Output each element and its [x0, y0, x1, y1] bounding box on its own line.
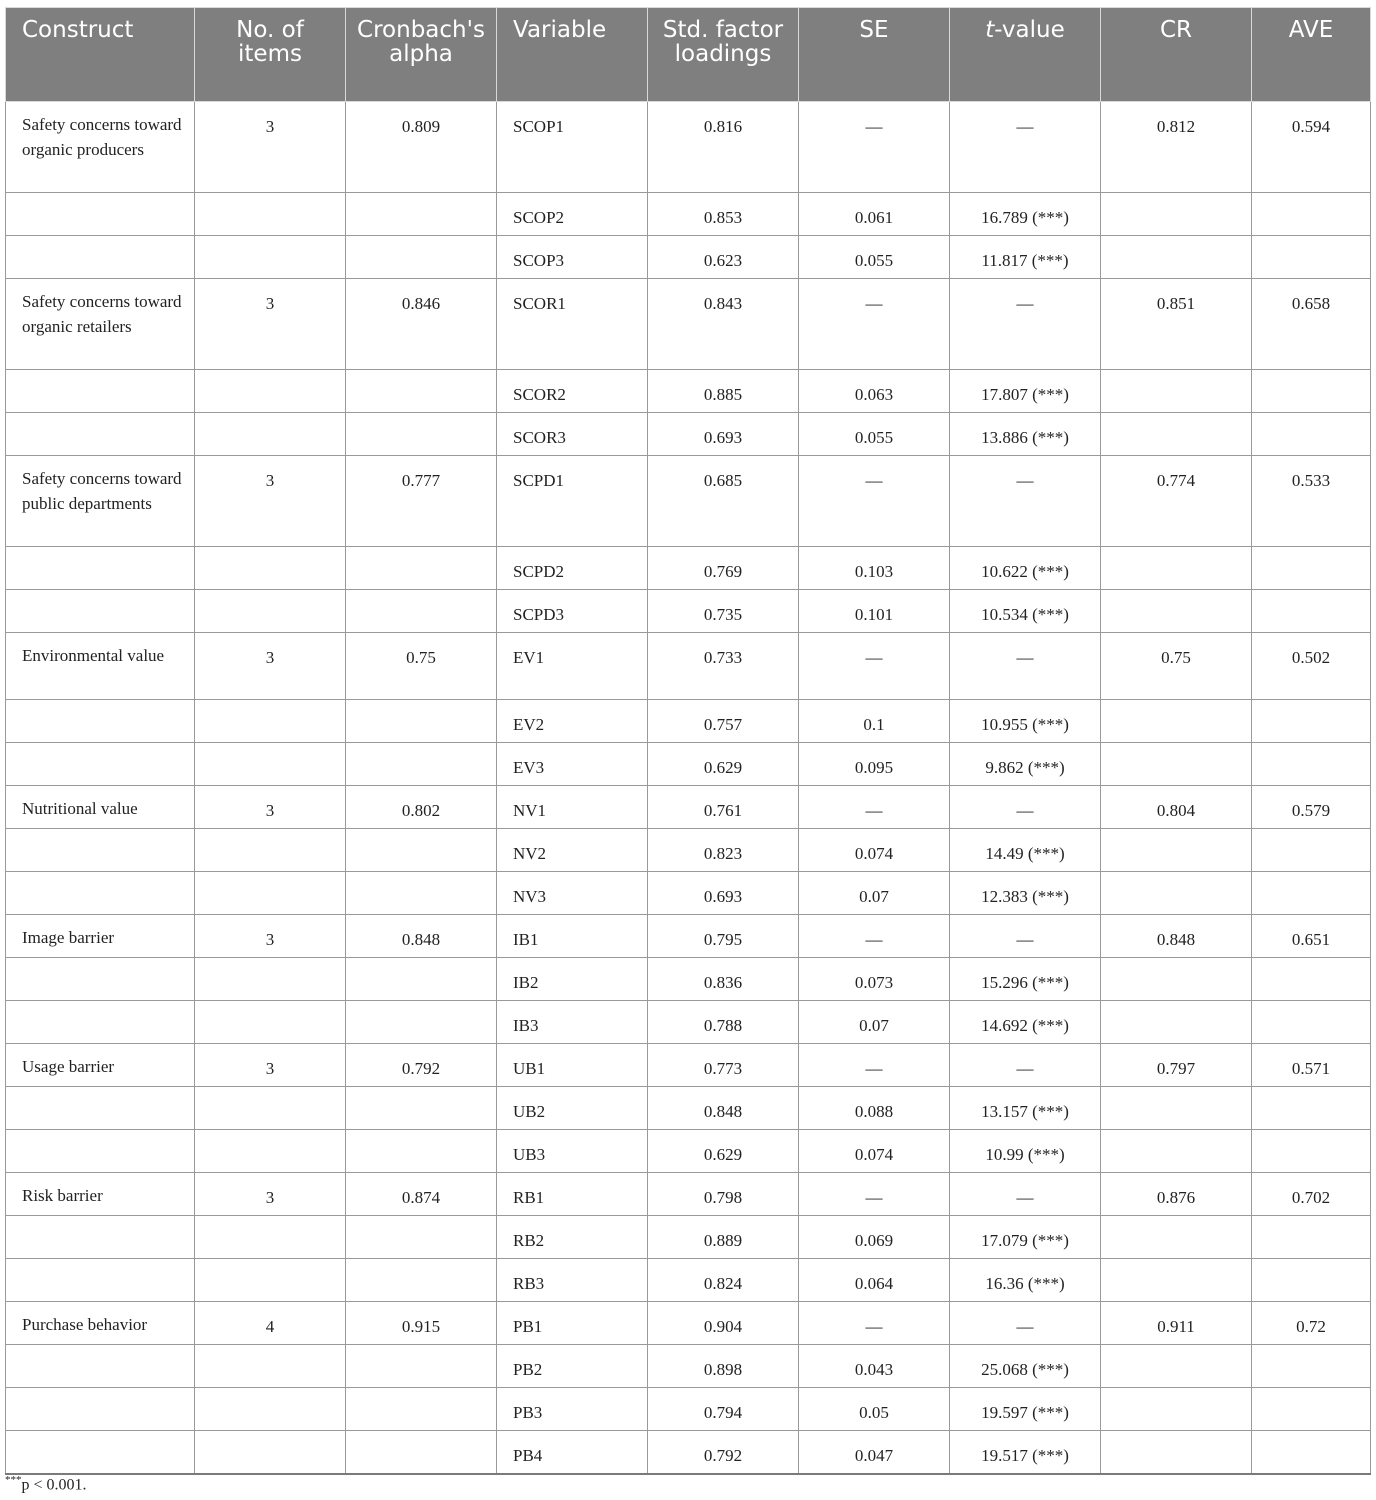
standard-error: 0.1: [799, 700, 950, 743]
empty-cell: [1101, 193, 1252, 236]
t-value: 25.068 (***): [950, 1345, 1101, 1388]
empty-cell: [6, 1130, 195, 1173]
empty-cell: [1252, 590, 1371, 633]
table-row: [6, 102, 1371, 193]
standard-error: —: [799, 456, 950, 547]
standard-error: —: [799, 786, 950, 829]
variable-name: UB2: [497, 1087, 648, 1130]
factor-loading: 0.885: [648, 370, 799, 413]
composite-reliability: 0.812: [1101, 102, 1252, 193]
empty-cell: [1252, 236, 1371, 279]
variable-name: SCOR3: [497, 413, 648, 456]
header-row: [6, 8, 1371, 102]
factor-loading: 0.629: [648, 1130, 799, 1173]
standard-error: 0.073: [799, 958, 950, 1001]
empty-cell: [6, 1345, 195, 1388]
standard-error: 0.07: [799, 872, 950, 915]
standard-error: 0.07: [799, 1001, 950, 1044]
standard-error: 0.064: [799, 1259, 950, 1302]
header-variable: Variable: [497, 8, 648, 102]
empty-cell: [6, 1431, 195, 1474]
factor-loading: 0.733: [648, 633, 799, 700]
empty-cell: [1101, 700, 1252, 743]
variable-name: SCPD1: [497, 456, 648, 547]
empty-cell: [1101, 1216, 1252, 1259]
factor-loading: 0.757: [648, 700, 799, 743]
factor-loading: 0.898: [648, 1345, 799, 1388]
header-cr: CR: [1101, 8, 1252, 102]
factor-loading: 0.853: [648, 193, 799, 236]
empty-cell: [1252, 1001, 1371, 1044]
standard-error: 0.047: [799, 1431, 950, 1474]
standard-error: 0.101: [799, 590, 950, 633]
empty-cell: [1252, 1130, 1371, 1173]
factor-loading: 0.848: [648, 1087, 799, 1130]
t-value: 10.99 (***): [950, 1130, 1101, 1173]
factor-loading: 0.773: [648, 1044, 799, 1087]
standard-error: —: [799, 633, 950, 700]
t-value: 10.955 (***): [950, 700, 1101, 743]
factor-loading: 0.735: [648, 590, 799, 633]
t-value: —: [950, 1044, 1101, 1087]
t-value: 13.886 (***): [950, 413, 1101, 456]
table-row: [6, 1130, 1371, 1173]
empty-cell: [346, 413, 497, 456]
empty-cell: [1252, 700, 1371, 743]
factor-loading: 0.693: [648, 872, 799, 915]
factor-loading: 0.816: [648, 102, 799, 193]
items-count: 3: [195, 915, 346, 958]
table-row: [6, 700, 1371, 743]
empty-cell: [1101, 1259, 1252, 1302]
table-row: [6, 1431, 1371, 1474]
empty-cell: [6, 1001, 195, 1044]
items-count: 4: [195, 1302, 346, 1345]
t-value: 19.597 (***): [950, 1388, 1101, 1431]
empty-cell: [1252, 829, 1371, 872]
empty-cell: [6, 193, 195, 236]
table-body: [6, 102, 1371, 1474]
t-value: 13.157 (***): [950, 1087, 1101, 1130]
table-row: [6, 1001, 1371, 1044]
t-value: 19.517 (***): [950, 1431, 1101, 1474]
empty-cell: [195, 193, 346, 236]
empty-cell: [1252, 1431, 1371, 1474]
footnote-marker: ***: [5, 1474, 22, 1486]
table-row: [6, 1388, 1371, 1431]
header-loadings: Std. factor loadings: [648, 8, 799, 102]
average-variance-extracted: 0.579: [1252, 786, 1371, 829]
table-row: [6, 958, 1371, 1001]
construct-name: Image barrier: [6, 915, 195, 958]
construct-name: Usage barrier: [6, 1044, 195, 1087]
empty-cell: [346, 700, 497, 743]
composite-reliability: 0.911: [1101, 1302, 1252, 1345]
construct-name: Safety concerns toward public departments: [6, 456, 195, 547]
factor-loading: 0.693: [648, 413, 799, 456]
t-value: —: [950, 1302, 1101, 1345]
empty-cell: [195, 413, 346, 456]
cfa-table: [5, 7, 1371, 1475]
items-count: 3: [195, 456, 346, 547]
empty-cell: [1101, 1345, 1252, 1388]
empty-cell: [6, 872, 195, 915]
variable-name: NV1: [497, 786, 648, 829]
standard-error: —: [799, 279, 950, 370]
factor-loading: 0.623: [648, 236, 799, 279]
factor-loading: 0.795: [648, 915, 799, 958]
empty-cell: [1101, 1431, 1252, 1474]
construct-name: Risk barrier: [6, 1173, 195, 1216]
empty-cell: [1252, 1388, 1371, 1431]
cronbach-alpha: 0.809: [346, 102, 497, 193]
empty-cell: [346, 1259, 497, 1302]
table-row: [6, 633, 1371, 700]
standard-error: —: [799, 1302, 950, 1345]
variable-name: EV1: [497, 633, 648, 700]
variable-name: EV2: [497, 700, 648, 743]
standard-error: 0.061: [799, 193, 950, 236]
variable-name: IB2: [497, 958, 648, 1001]
t-value: 10.622 (***): [950, 547, 1101, 590]
variable-name: PB1: [497, 1302, 648, 1345]
items-count: 3: [195, 279, 346, 370]
factor-loading: 0.823: [648, 829, 799, 872]
factor-loading: 0.824: [648, 1259, 799, 1302]
empty-cell: [195, 1431, 346, 1474]
empty-cell: [1101, 547, 1252, 590]
factor-loading: 0.685: [648, 456, 799, 547]
empty-cell: [1252, 370, 1371, 413]
variable-name: SCOR2: [497, 370, 648, 413]
empty-cell: [195, 958, 346, 1001]
standard-error: —: [799, 102, 950, 193]
empty-cell: [195, 743, 346, 786]
items-count: 3: [195, 102, 346, 193]
composite-reliability: 0.804: [1101, 786, 1252, 829]
average-variance-extracted: 0.502: [1252, 633, 1371, 700]
variable-name: IB3: [497, 1001, 648, 1044]
empty-cell: [1101, 829, 1252, 872]
empty-cell: [6, 1216, 195, 1259]
standard-error: 0.074: [799, 829, 950, 872]
t-value: —: [950, 786, 1101, 829]
empty-cell: [195, 1259, 346, 1302]
factor-loading: 0.769: [648, 547, 799, 590]
header-construct: Construct: [6, 8, 195, 102]
t-value: 17.807 (***): [950, 370, 1101, 413]
standard-error: 0.055: [799, 413, 950, 456]
cronbach-alpha: 0.75: [346, 633, 497, 700]
empty-cell: [1101, 958, 1252, 1001]
composite-reliability: 0.848: [1101, 915, 1252, 958]
empty-cell: [346, 1345, 497, 1388]
empty-cell: [6, 1259, 195, 1302]
variable-name: IB1: [497, 915, 648, 958]
factor-loading: 0.788: [648, 1001, 799, 1044]
table-row: [6, 590, 1371, 633]
header-t-italic: t: [985, 17, 995, 43]
average-variance-extracted: 0.533: [1252, 456, 1371, 547]
empty-cell: [346, 1130, 497, 1173]
variable-name: PB3: [497, 1388, 648, 1431]
standard-error: 0.069: [799, 1216, 950, 1259]
cronbach-alpha: 0.874: [346, 1173, 497, 1216]
average-variance-extracted: 0.571: [1252, 1044, 1371, 1087]
table-row: [6, 547, 1371, 590]
empty-cell: [1101, 1388, 1252, 1431]
empty-cell: [346, 193, 497, 236]
factor-loading: 0.798: [648, 1173, 799, 1216]
empty-cell: [346, 1001, 497, 1044]
empty-cell: [346, 1388, 497, 1431]
t-value: 16.789 (***): [950, 193, 1101, 236]
footnote: [5, 1474, 87, 1494]
standard-error: —: [799, 1173, 950, 1216]
composite-reliability: 0.75: [1101, 633, 1252, 700]
header-t-value: [950, 8, 1101, 102]
standard-error: 0.095: [799, 743, 950, 786]
variable-name: NV3: [497, 872, 648, 915]
empty-cell: [1252, 413, 1371, 456]
items-count: 3: [195, 786, 346, 829]
t-value: —: [950, 456, 1101, 547]
empty-cell: [6, 413, 195, 456]
cronbach-alpha: 0.777: [346, 456, 497, 547]
composite-reliability: 0.797: [1101, 1044, 1252, 1087]
table-row: [6, 370, 1371, 413]
variable-name: SCOP1: [497, 102, 648, 193]
standard-error: 0.05: [799, 1388, 950, 1431]
cronbach-alpha: 0.792: [346, 1044, 497, 1087]
empty-cell: [6, 590, 195, 633]
average-variance-extracted: 0.658: [1252, 279, 1371, 370]
composite-reliability: 0.774: [1101, 456, 1252, 547]
table-row: [6, 1216, 1371, 1259]
construct-name: Nutritional value: [6, 786, 195, 829]
table-row: [6, 786, 1371, 829]
empty-cell: [1252, 547, 1371, 590]
table-row: [6, 193, 1371, 236]
cronbach-alpha: 0.802: [346, 786, 497, 829]
empty-cell: [195, 590, 346, 633]
variable-name: UB1: [497, 1044, 648, 1087]
cronbach-alpha: 0.915: [346, 1302, 497, 1345]
cronbach-alpha: 0.848: [346, 915, 497, 958]
table-row: [6, 456, 1371, 547]
table-row: [6, 236, 1371, 279]
t-value: 9.862 (***): [950, 743, 1101, 786]
empty-cell: [6, 958, 195, 1001]
standard-error: 0.074: [799, 1130, 950, 1173]
t-value: 16.36 (***): [950, 1259, 1101, 1302]
empty-cell: [195, 1345, 346, 1388]
average-variance-extracted: 0.72: [1252, 1302, 1371, 1345]
empty-cell: [1101, 413, 1252, 456]
empty-cell: [1252, 1216, 1371, 1259]
variable-name: SCPD3: [497, 590, 648, 633]
factor-loading: 0.629: [648, 743, 799, 786]
t-value: —: [950, 279, 1101, 370]
t-value: 14.692 (***): [950, 1001, 1101, 1044]
variable-name: SCOR1: [497, 279, 648, 370]
table-row: [6, 743, 1371, 786]
empty-cell: [6, 700, 195, 743]
empty-cell: [346, 743, 497, 786]
header-se: SE: [799, 8, 950, 102]
empty-cell: [6, 370, 195, 413]
table-row: [6, 1087, 1371, 1130]
header-alpha: Cronbach's alpha: [346, 8, 497, 102]
items-count: 3: [195, 633, 346, 700]
empty-cell: [6, 829, 195, 872]
empty-cell: [195, 547, 346, 590]
variable-name: SCOP3: [497, 236, 648, 279]
factor-loading: 0.889: [648, 1216, 799, 1259]
empty-cell: [1252, 743, 1371, 786]
variable-name: EV3: [497, 743, 648, 786]
empty-cell: [346, 872, 497, 915]
t-value: 11.817 (***): [950, 236, 1101, 279]
variable-name: RB2: [497, 1216, 648, 1259]
empty-cell: [195, 829, 346, 872]
t-value: 14.49 (***): [950, 829, 1101, 872]
table-row: [6, 829, 1371, 872]
empty-cell: [6, 743, 195, 786]
table-row: [6, 1302, 1371, 1345]
variable-name: SCPD2: [497, 547, 648, 590]
empty-cell: [346, 370, 497, 413]
empty-cell: [346, 829, 497, 872]
t-value: 12.383 (***): [950, 872, 1101, 915]
empty-cell: [346, 236, 497, 279]
factor-loading: 0.904: [648, 1302, 799, 1345]
variable-name: RB3: [497, 1259, 648, 1302]
t-value: —: [950, 1173, 1101, 1216]
empty-cell: [1101, 1130, 1252, 1173]
empty-cell: [1101, 590, 1252, 633]
empty-cell: [6, 547, 195, 590]
header-ave: AVE: [1252, 8, 1371, 102]
table-row: [6, 915, 1371, 958]
average-variance-extracted: 0.702: [1252, 1173, 1371, 1216]
empty-cell: [6, 1388, 195, 1431]
items-count: 3: [195, 1044, 346, 1087]
empty-cell: [195, 1388, 346, 1431]
t-value: 10.534 (***): [950, 590, 1101, 633]
cronbach-alpha: 0.846: [346, 279, 497, 370]
empty-cell: [346, 1087, 497, 1130]
t-value: —: [950, 915, 1101, 958]
standard-error: 0.055: [799, 236, 950, 279]
variable-name: PB4: [497, 1431, 648, 1474]
table-row: [6, 872, 1371, 915]
footnote-text: p < 0.001.: [21, 1476, 87, 1494]
table-row: [6, 279, 1371, 370]
header-t-rest: -value: [994, 17, 1065, 43]
t-value: —: [950, 102, 1101, 193]
table-row: [6, 1345, 1371, 1388]
composite-reliability: 0.851: [1101, 279, 1252, 370]
variable-name: SCOP2: [497, 193, 648, 236]
empty-cell: [346, 1216, 497, 1259]
empty-cell: [346, 958, 497, 1001]
empty-cell: [195, 1216, 346, 1259]
standard-error: 0.043: [799, 1345, 950, 1388]
empty-cell: [1252, 958, 1371, 1001]
header-items: No. of items: [195, 8, 346, 102]
standard-error: 0.103: [799, 547, 950, 590]
variable-name: RB1: [497, 1173, 648, 1216]
t-value: 15.296 (***): [950, 958, 1101, 1001]
factor-loading: 0.792: [648, 1431, 799, 1474]
empty-cell: [195, 700, 346, 743]
construct-name: Purchase behavior: [6, 1302, 195, 1345]
empty-cell: [1101, 872, 1252, 915]
table-row: [6, 1259, 1371, 1302]
empty-cell: [1101, 370, 1252, 413]
items-count: 3: [195, 1173, 346, 1216]
average-variance-extracted: 0.594: [1252, 102, 1371, 193]
empty-cell: [195, 236, 346, 279]
table-row: [6, 1173, 1371, 1216]
standard-error: —: [799, 915, 950, 958]
empty-cell: [346, 1431, 497, 1474]
empty-cell: [1252, 1259, 1371, 1302]
empty-cell: [1252, 193, 1371, 236]
empty-cell: [1101, 1087, 1252, 1130]
empty-cell: [346, 590, 497, 633]
factor-loading: 0.836: [648, 958, 799, 1001]
t-value: —: [950, 633, 1101, 700]
t-value: 17.079 (***): [950, 1216, 1101, 1259]
empty-cell: [6, 236, 195, 279]
empty-cell: [1252, 1087, 1371, 1130]
empty-cell: [1252, 1345, 1371, 1388]
empty-cell: [195, 872, 346, 915]
variable-name: PB2: [497, 1345, 648, 1388]
standard-error: 0.063: [799, 370, 950, 413]
factor-loading: 0.843: [648, 279, 799, 370]
empty-cell: [195, 1087, 346, 1130]
empty-cell: [1101, 1001, 1252, 1044]
empty-cell: [195, 370, 346, 413]
composite-reliability: 0.876: [1101, 1173, 1252, 1216]
standard-error: —: [799, 1044, 950, 1087]
average-variance-extracted: 0.651: [1252, 915, 1371, 958]
empty-cell: [1101, 743, 1252, 786]
empty-cell: [1252, 872, 1371, 915]
empty-cell: [195, 1130, 346, 1173]
variable-name: UB3: [497, 1130, 648, 1173]
construct-name: Environmental value: [6, 633, 195, 700]
empty-cell: [346, 547, 497, 590]
factor-loading: 0.794: [648, 1388, 799, 1431]
empty-cell: [195, 1001, 346, 1044]
factor-loading: 0.761: [648, 786, 799, 829]
empty-cell: [1101, 236, 1252, 279]
construct-name: Safety concerns toward organic retailers: [6, 279, 195, 370]
construct-name: Safety concerns toward organic producers: [6, 102, 195, 193]
variable-name: NV2: [497, 829, 648, 872]
table-row: [6, 1044, 1371, 1087]
table-row: [6, 413, 1371, 456]
empty-cell: [6, 1087, 195, 1130]
standard-error: 0.088: [799, 1087, 950, 1130]
